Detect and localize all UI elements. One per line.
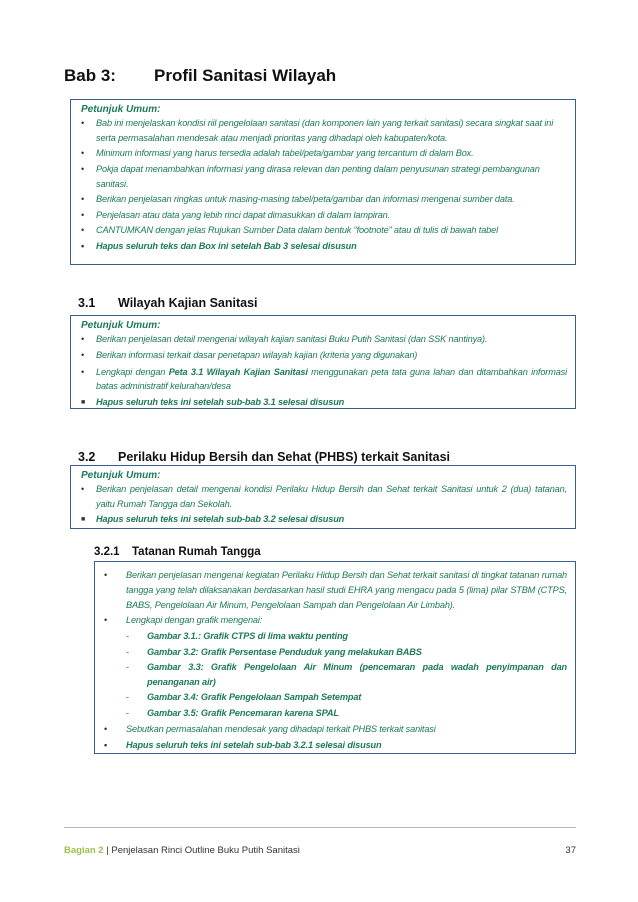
dash-bullet-icon: - bbox=[126, 646, 129, 657]
chapter-number: Bab 3: bbox=[64, 66, 116, 85]
bullet-icon: • bbox=[81, 148, 85, 158]
dash-bullet-icon: - bbox=[126, 630, 129, 641]
bullet-icon: • bbox=[104, 723, 108, 734]
bullet-icon: • bbox=[81, 209, 85, 220]
section-title: Perilaku Hidup Bersih dan Sehat (PHBS) terkait Sanitasi bbox=[118, 450, 451, 464]
list-item: • CANTUMKAN dengan jelas Rujukan Sumber Data dalam bentuk “footnote” atau di tulis di bawah tabel bbox=[81, 223, 567, 239]
list-item: • Bab ini menjelaskan kondisi riil pengelolaan sanitasi (dan komponen lain yang terkait sanitasi) secara singkat saat ini serta permasalahan mendesak atau menjadi prioritas yang dihadapi oleh kabupaten/kota. bbox=[81, 118, 554, 143]
instruction-list bbox=[81, 116, 567, 255]
list-item: • Lengkapi dengan Peta 3.1 Wilayah Kajian Sanitasi menggunakan peta tata guna lahan dan ditambahkan informasi batas administratif kelurahan/desa bbox=[81, 366, 567, 391]
chapter-heading bbox=[64, 66, 336, 86]
box-title: Petunjuk Umum: bbox=[81, 104, 161, 115]
bullet-icon: • bbox=[81, 193, 85, 204]
bullet-icon: • bbox=[81, 225, 85, 236]
figure-list-item: - Gambar 3.5: Grafik Pencemaran karena SPAL bbox=[126, 706, 567, 722]
list-item: • Pokja dapat menambahkan informasi yang dirasa relevan dan penting dalam penyusunan strategi pembangunan sanitasi. bbox=[81, 163, 540, 189]
bullet-icon: • bbox=[81, 366, 85, 377]
dash-bullet-icon: - bbox=[126, 662, 129, 673]
subsection-number: 3.2.1 bbox=[94, 546, 120, 558]
square-bullet-icon: ■ bbox=[81, 398, 86, 406]
list-item: • Lengkapi dengan grafik mengenai: - Gambar 3.1.: Grafik CTPS di lima waktu penting - Gambar 3.2: Grafik Persentase Penduduk yang melakukan BABS - Gambar 3.3: Grafik Pengelolaan Air Minum (pencemaran pada wadah penyimpanan dan penanganan air) - Gambar 3.4: Grafik Pengelolaan Sampah Setempat - Gambar 3.5: Grafik Pencemaran karena SPAL bbox=[104, 613, 567, 722]
subsection-title: Tatanan Rumah Tangga bbox=[132, 546, 261, 558]
instruction-box-3-2 bbox=[70, 465, 576, 529]
dash-bullet-icon: - bbox=[126, 692, 129, 703]
list-item: • Berikan penjelasan detail mengenai kondisi Perilaku Hidup Bersih dan Sehat terkait Sanitasi untuk 2 (dua) tatanan, yaitu Rumah Tangga dan Sekolah. bbox=[81, 484, 567, 509]
footer-part: Bagian 2 bbox=[64, 845, 104, 856]
section-title: Wilayah Kajian Sanitasi bbox=[118, 296, 258, 310]
instruction-box-3-1 bbox=[70, 315, 576, 409]
bullet-icon: • bbox=[81, 349, 85, 360]
list-item: ■ Hapus seluruh teks ini setelah sub-bab 3.1 selesai disusun bbox=[81, 395, 567, 411]
bullet-icon: • bbox=[81, 484, 85, 494]
bullet-icon: • bbox=[81, 241, 85, 252]
list-item: • Penjelasan atau data yang lebih rinci dapat dimasukkan di dalam lampiran. bbox=[81, 208, 567, 224]
bullet-icon: • bbox=[81, 163, 85, 174]
section-number: 3.2 bbox=[78, 450, 96, 464]
figure-list-item: - Gambar 3.2: Grafik Persentase Penduduk yang melakukan BABS bbox=[126, 645, 567, 661]
box-title: Petunjuk Umum: bbox=[81, 470, 161, 481]
page-number: 37 bbox=[565, 845, 576, 856]
list-item: • Berikan penjelasan detail mengenai wilayah kajian sanitasi Buku Putih Sanitasi (dan SSK nantinya). bbox=[81, 332, 567, 348]
figure-list bbox=[126, 629, 567, 722]
figure-list-item: - Gambar 3.1.: Grafik CTPS di lima waktu penting bbox=[126, 629, 567, 645]
footer-rule bbox=[64, 827, 576, 828]
list-item: • Berikan penjelasan ringkas untuk masing-masing tabel/peta/gambar dan informasi mengenai sumber data. bbox=[81, 192, 567, 208]
page-footer bbox=[64, 845, 576, 856]
section-number: 3.1 bbox=[78, 296, 96, 310]
bullet-icon: • bbox=[104, 739, 108, 750]
instruction-list bbox=[81, 332, 567, 410]
list-item: • Berikan penjelasan mengenai kegiatan Perilaku Hidup Bersih dan Sehat terkait sanitasi di tingkat tatanan rumah tangga yang telah dilaksanakan berdasarkan hasil studi EHRA yang mengacu pada 5 (lima) pilar STBM (CTPS, BABS, Pengelolaan Air Minum, Pengelolaan Sampah dan Pengelolaan Air Limbah). bbox=[104, 570, 567, 610]
instruction-box-chapter bbox=[70, 99, 576, 265]
list-item: • Berikan informasi terkait dasar penetapan wilayah kajian (kriteria yang digunakan) bbox=[81, 348, 567, 364]
list-item: • Hapus seluruh teks ini setelah sub-bab 3.2.1 selesai disusun bbox=[104, 738, 567, 754]
square-bullet-icon: ■ bbox=[81, 516, 86, 523]
section-heading-3-2 bbox=[78, 450, 450, 464]
chapter-title: Profil Sanitasi Wilayah bbox=[154, 66, 337, 85]
instruction-list bbox=[81, 482, 567, 528]
bullet-icon: • bbox=[104, 570, 108, 580]
list-item: • Hapus seluruh teks dan Box ini setelah Bab 3 selesai disusun bbox=[81, 239, 567, 255]
subsection-heading-3-2-1 bbox=[94, 546, 261, 558]
footer-separator: | bbox=[103, 845, 112, 856]
figure-list-item: - Gambar 3.3: Grafik Pengelolaan Air Minum (pencemaran pada wadah penyimpanan dan penanganan air) bbox=[126, 662, 567, 688]
instruction-box-3-2-1 bbox=[94, 561, 576, 754]
figure-list-item: - Gambar 3.4: Grafik Pengelolaan Sampah Setempat bbox=[126, 690, 567, 706]
instruction-list bbox=[104, 568, 567, 754]
dash-bullet-icon: - bbox=[126, 708, 129, 719]
list-item: ■ Hapus seluruh teks ini setelah sub-bab 3.2 selesai disusun bbox=[81, 512, 567, 528]
bullet-icon: • bbox=[81, 334, 85, 344]
footer-description: Penjelasan Rinci Outline Buku Putih Sanitasi bbox=[111, 845, 300, 856]
list-item: • Minimum informasi yang harus tersedia adalah tabel/peta/gambar yang tercantum di dalam Box. bbox=[81, 146, 567, 162]
section-heading-3-1 bbox=[78, 296, 258, 310]
bullet-icon: • bbox=[104, 615, 108, 625]
bullet-icon: • bbox=[81, 118, 85, 128]
list-item: • Sebutkan permasalahan mendesak yang dihadapi terkait PHBS terkait sanitasi bbox=[104, 722, 567, 738]
box-title: Petunjuk Umum: bbox=[81, 320, 161, 331]
